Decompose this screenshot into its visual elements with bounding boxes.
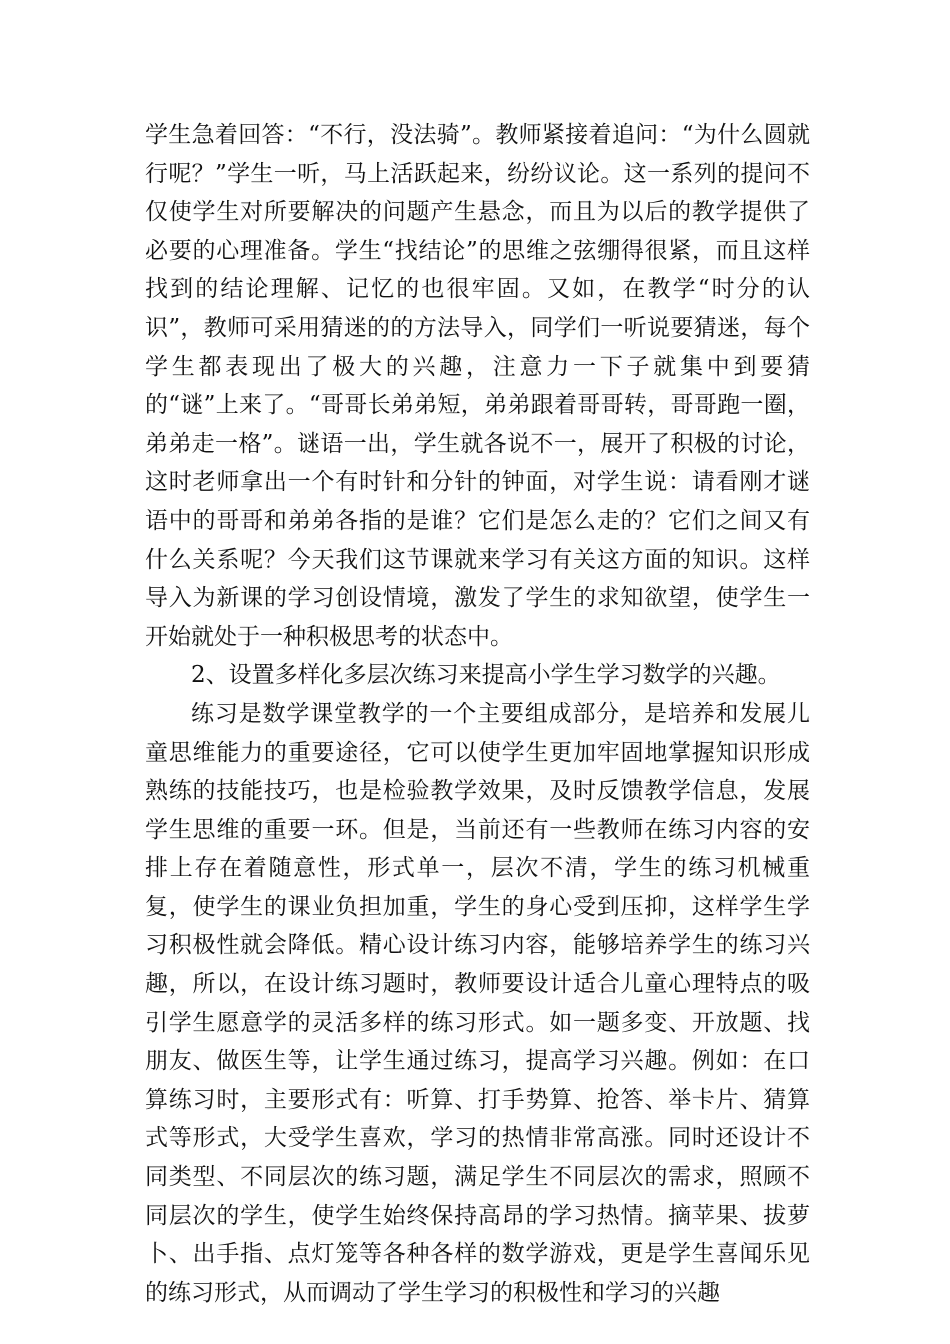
document-body bbox=[145, 116, 810, 1312]
paragraph-continuation: 学生急着回答：“不行，没法骑”。教师紧接着追问：“为什么圆就行呢？”学生一听，马上活跃起来，纷纷议论。这一系列的提问不仅使学生对所要解决的问题产生悬念，而且为以后的教学提供了必要的心理准备。学生“找结论”的思维之弦绷得很紧，而且这样找到的结论理解、记忆的也很牢固。又如，在教学“时分的认识”，教师可采用猜迷的的方法导入，同学们一听说要猜迷，每个学生都表现出了极大的兴趣，注意力一下子就集中到要猜的“谜”上来了。“哥哥长弟弟短，弟弟跟着哥哥转，哥哥跑一圈，弟弟走一格”。谜语一出，学生就各说不一，展开了积极的讨论，这时老师拿出一个有时针和分针的钟面，对学生说：请看刚才谜语中的哥哥和弟弟各指的是谁？它们是怎么走的？它们之间又有什么关系呢？今天我们这节课就来学习有关这方面的知识。这样导入为新课的学习创设情境，激发了学生的求知欲望，使学生一开始就处于一种积极思考的状态中。 bbox=[145, 122, 810, 650]
paragraph-exercises: 练习是数学课堂教学的一个主要组成部分，是培养和发展儿童思维能力的重要途径，它可以使学生更加牢固地掌握知识形成熟练的技能技巧，也是检验教学效果，及时反馈教学信息，发展学生思维的重要一环。但是，当前还有一些教师在练习内容的安排上存在着随意性，形式单一，层次不清，学生的练习机械重复，使学生的课业负担加重，学生的身心受到压抑，这样学生学习积极性就会降低。精心设计练习内容，能够培养学生的练习兴趣，所以，在设计练习题时，教师要设计适合儿童心理特点的吸引学生愿意学的灵活多样的练习形式。如一题多变、开放题、找朋友、做医生等，让学生通过练习，提高学习兴趣。例如：在口算练习时，主要形式有：听算、打手势算、抢答、举卡片、猜算式等形式，大受学生喜欢，学习的热情非常高涨。同时还设计不同类型、不同层次的练习题，满足学生不同层次的需求，照顾不同层次的学生，使学生始终保持高昂的学习热情。摘苹果、拔萝卜、出手指、点灯笼等各种各样的数学游戏，更是学生喜闻乐见的练习形式，从而调动了学生学习的积极性和学习的兴趣 bbox=[145, 700, 810, 1306]
section-heading: 2、设置多样化多层次练习来提高小学生学习数学的兴趣。 bbox=[191, 662, 781, 689]
